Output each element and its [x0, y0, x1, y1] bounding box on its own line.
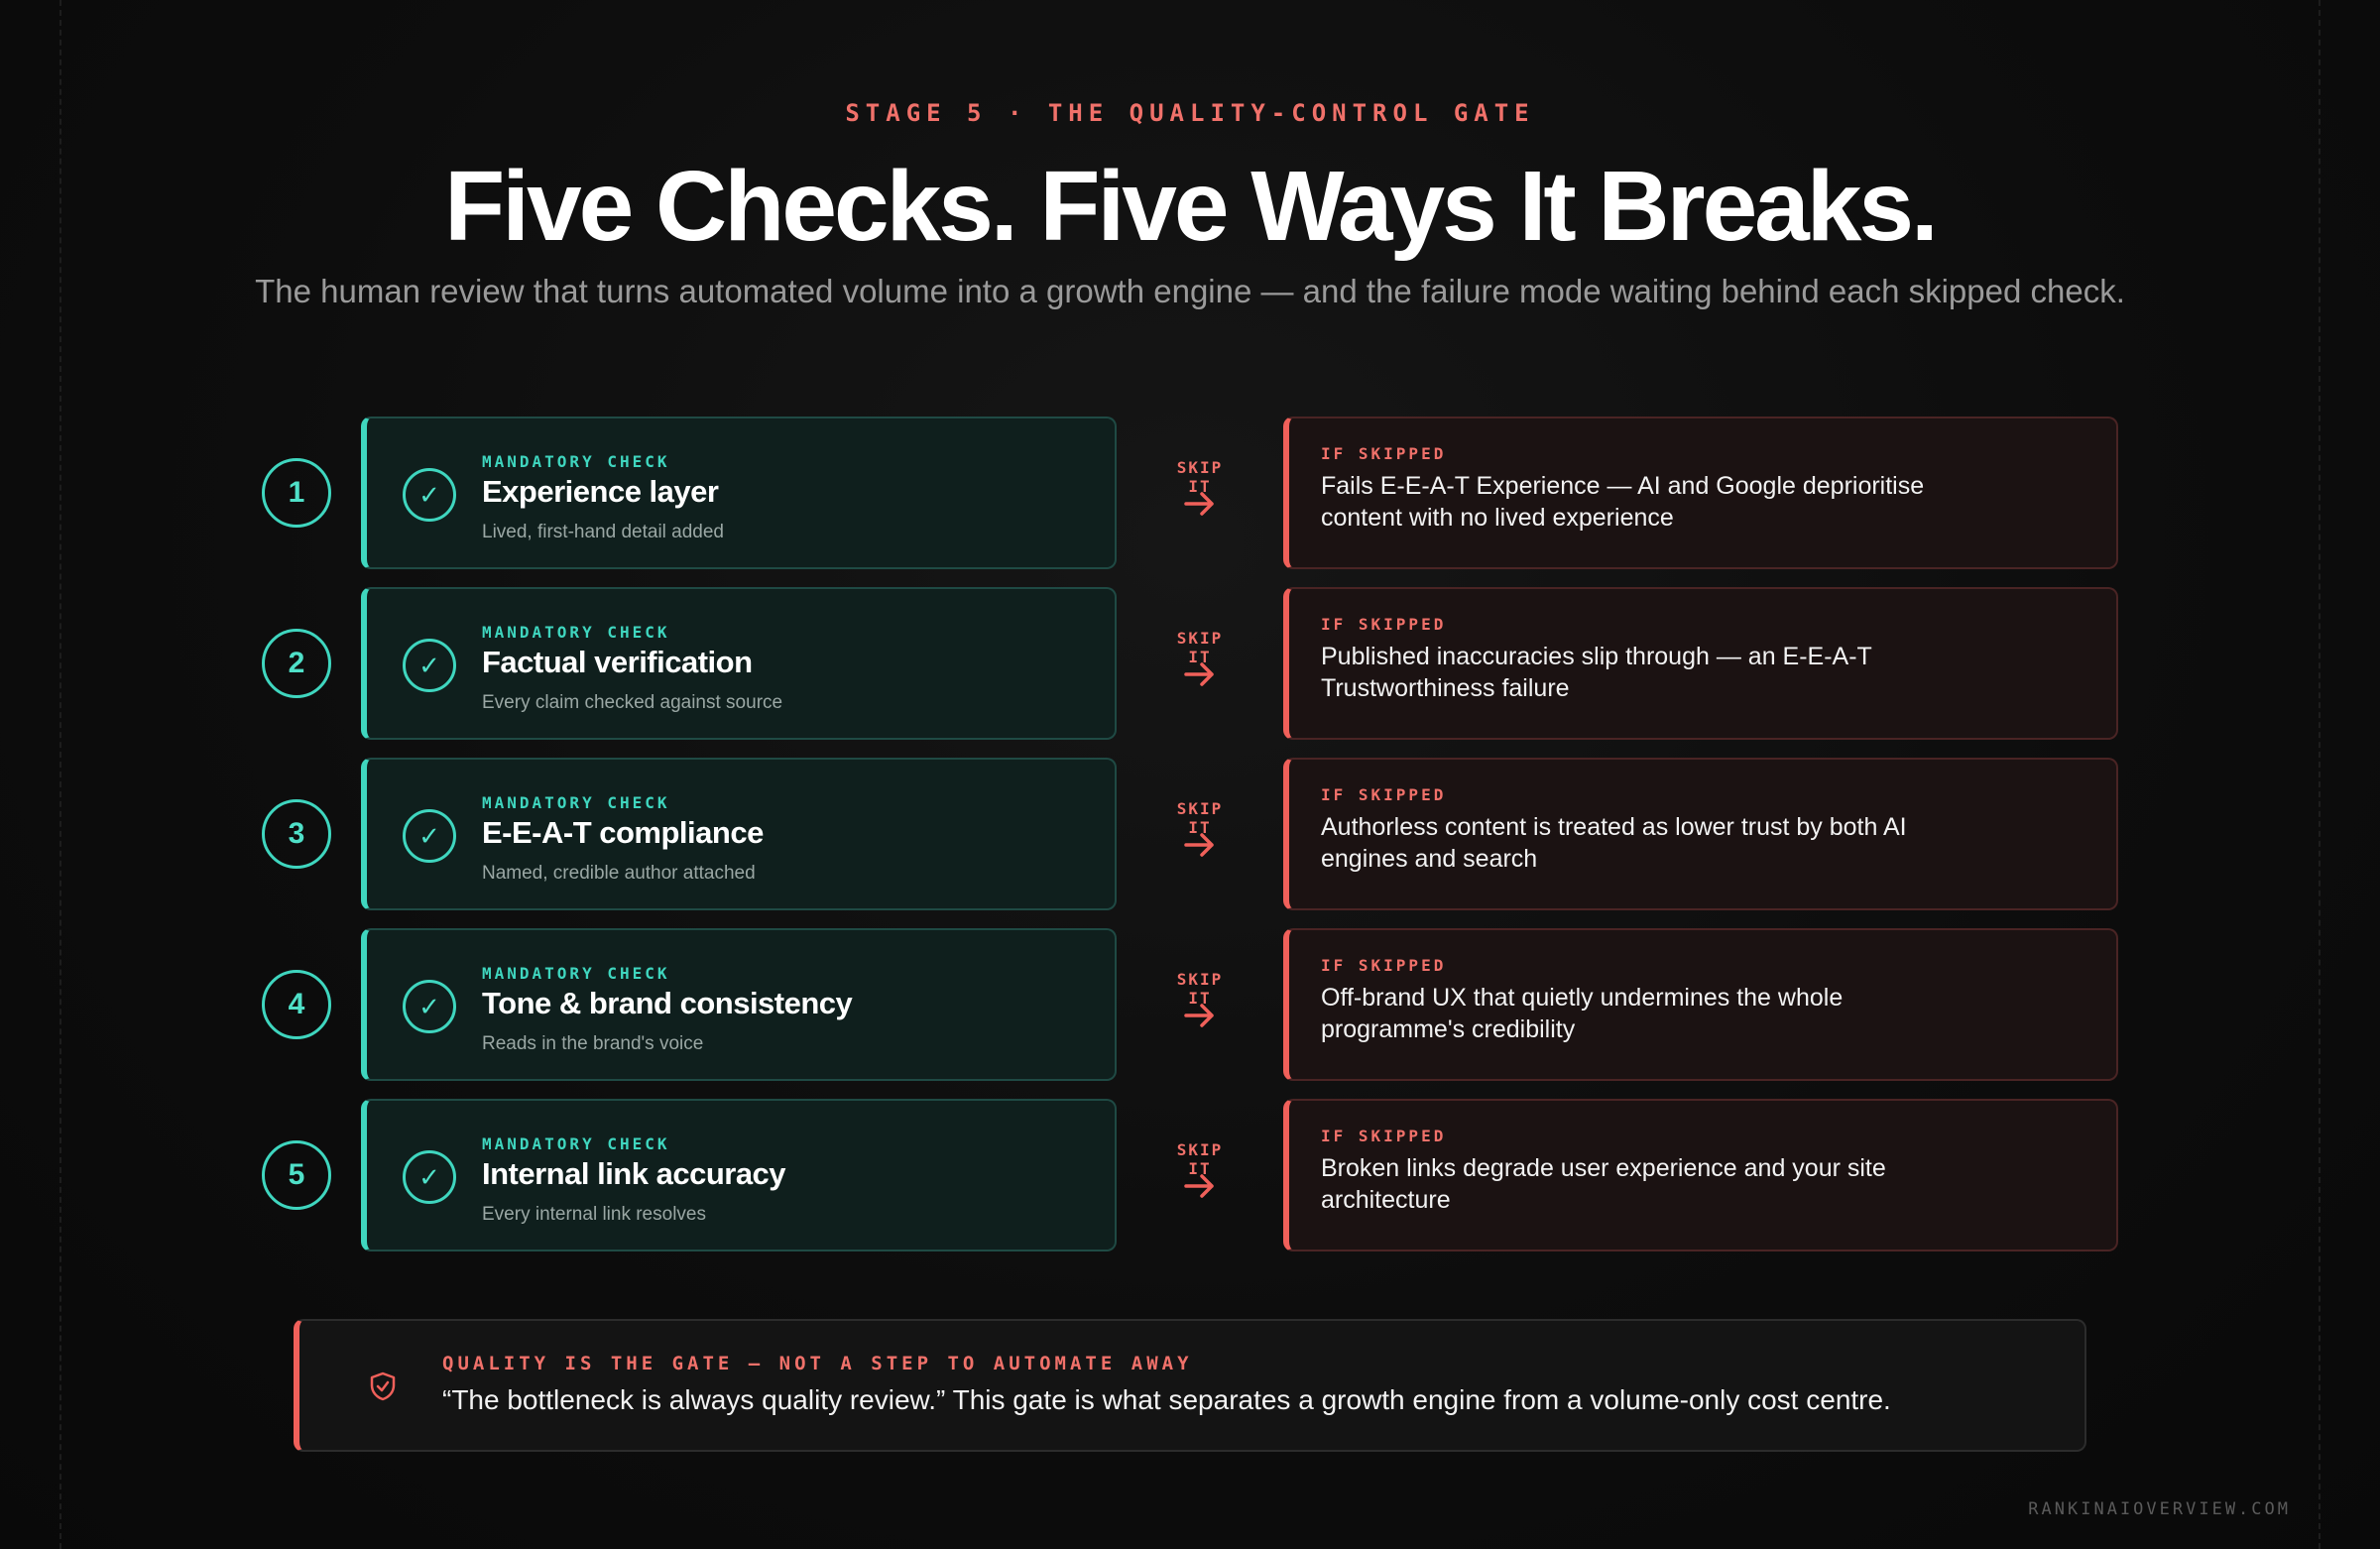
- failure-card: [1283, 417, 2118, 569]
- check-eyebrow: MANDATORY CHECK: [482, 623, 670, 642]
- checkmark-icon: ✓: [403, 1150, 456, 1204]
- stage-eyebrow: STAGE 5 · THE QUALITY-CONTROL GATE: [845, 99, 1535, 127]
- failure-text: Published inaccuracies slip through — an E-E-A-T Trustworthiness failure: [1321, 643, 1872, 702]
- failure-eyebrow: IF SKIPPED: [1321, 1127, 1447, 1145]
- check-title: E-E-A-T compliance: [482, 815, 764, 850]
- failure-eyebrow: IF SKIPPED: [1321, 956, 1447, 975]
- check-card: [361, 417, 1117, 569]
- check-eyebrow: MANDATORY CHECK: [482, 1134, 670, 1153]
- check-row-1: [0, 417, 2380, 569]
- check-title: Factual verification: [482, 645, 753, 679]
- check-subtitle: Every claim checked against source: [482, 692, 783, 713]
- checkmark-icon: ✓: [403, 980, 456, 1033]
- quality-gate-banner: [294, 1319, 2086, 1452]
- check-card: [361, 928, 1117, 1081]
- failure-text: Authorless content is treated as lower trust by both AI engines and search: [1321, 813, 1907, 873]
- banner-quote: “The bottleneck is always quality review.” This gate is what separates a growth engine from a volume-only cost centre.: [442, 1384, 1891, 1415]
- step-number: 3: [262, 799, 331, 869]
- site-footer: RANKINAIOVERVIEW.COM: [2028, 1499, 2291, 1519]
- check-subtitle: Named, credible author attached: [482, 863, 756, 884]
- arrow-right-icon: [1180, 484, 1220, 524]
- failure-eyebrow: IF SKIPPED: [1321, 615, 1447, 634]
- check-eyebrow: MANDATORY CHECK: [482, 452, 670, 471]
- check-eyebrow: MANDATORY CHECK: [482, 964, 670, 983]
- page-subtitle: The human review that turns automated volume into a growth engine — and the failure mode waiting behind each skipped check.: [255, 273, 2125, 309]
- check-eyebrow: MANDATORY CHECK: [482, 793, 670, 812]
- failure-eyebrow: IF SKIPPED: [1321, 444, 1447, 463]
- step-number: 4: [262, 970, 331, 1039]
- check-title: Tone & brand consistency: [482, 986, 853, 1020]
- skip-label: SKIP IT: [1176, 629, 1224, 666]
- failure-text: Broken links degrade user experience and your site architecture: [1321, 1154, 1886, 1214]
- check-subtitle: Every internal link resolves: [482, 1204, 706, 1225]
- check-row-2: [0, 587, 2380, 740]
- failure-text: Off-brand UX that quietly undermines the whole programme's credibility: [1321, 984, 1844, 1043]
- step-number: 1: [262, 458, 331, 528]
- arrow-right-icon: [1180, 655, 1220, 694]
- check-subtitle: Lived, first-hand detail added: [482, 522, 724, 542]
- failure-card: [1283, 587, 2118, 740]
- arrow-right-icon: [1180, 1166, 1220, 1206]
- checkmark-icon: ✓: [403, 468, 456, 522]
- step-number: 2: [262, 629, 331, 698]
- check-row-4: [0, 928, 2380, 1081]
- skip-label: SKIP IT: [1176, 458, 1224, 496]
- shield-check-icon: [367, 1370, 399, 1402]
- check-card: [361, 1099, 1117, 1251]
- arrow-right-icon: [1180, 825, 1220, 865]
- step-number: 5: [262, 1140, 331, 1210]
- skip-label: SKIP IT: [1176, 1140, 1224, 1178]
- check-card: [361, 758, 1117, 910]
- check-title: Experience layer: [482, 474, 719, 509]
- check-card: [361, 587, 1117, 740]
- arrow-right-icon: [1180, 996, 1220, 1035]
- failure-card: [1283, 758, 2118, 910]
- page-title: Five Checks. Five Ways It Breaks.: [444, 151, 1936, 262]
- check-title: Internal link accuracy: [482, 1156, 786, 1191]
- check-row-5: [0, 1099, 2380, 1251]
- failure-text: Fails E-E-A-T Experience — AI and Google deprioritise content with no lived experience: [1321, 472, 1925, 532]
- failure-eyebrow: IF SKIPPED: [1321, 785, 1447, 804]
- check-row-3: [0, 758, 2380, 910]
- failure-card: [1283, 1099, 2118, 1251]
- skip-label: SKIP IT: [1176, 799, 1224, 837]
- check-subtitle: Reads in the brand's voice: [482, 1033, 704, 1054]
- checkmark-icon: ✓: [403, 639, 456, 692]
- failure-card: [1283, 928, 2118, 1081]
- checkmark-icon: ✓: [403, 809, 456, 863]
- skip-label: SKIP IT: [1176, 970, 1224, 1008]
- banner-eyebrow: QUALITY IS THE GATE — NOT A STEP TO AUTOMATE AWAY: [442, 1353, 1193, 1374]
